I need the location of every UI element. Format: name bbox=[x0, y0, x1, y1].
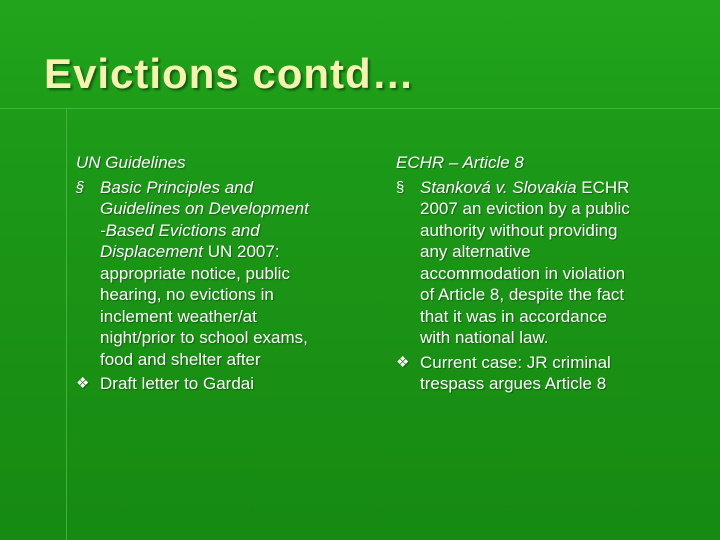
diamond-bullet-icon: ❖ bbox=[76, 375, 90, 392]
square-bullet-icon: § bbox=[396, 178, 405, 196]
text-line: night/prior to school exams, bbox=[100, 328, 308, 347]
right-column bbox=[396, 152, 696, 398]
text-line: authority without providing bbox=[420, 220, 618, 240]
text-line: inclement weather/at bbox=[100, 306, 257, 326]
right-bullet-item-1 bbox=[396, 177, 696, 349]
diamond-bullet-icon: ❖ bbox=[396, 353, 410, 371]
italic-text: Displacement bbox=[100, 242, 203, 261]
text-line: trespass argues Article 8 bbox=[420, 374, 607, 393]
right-heading: ECHR – Article 8 bbox=[396, 153, 524, 172]
text-line: that it was in accordance bbox=[420, 306, 608, 326]
text-line: accommodation in violation bbox=[420, 263, 626, 283]
text-line: -Based Evictions and bbox=[100, 220, 260, 240]
left-column bbox=[76, 152, 376, 398]
text-line: any alternative bbox=[420, 242, 531, 261]
text-line: Guidelines on Development bbox=[100, 199, 309, 218]
text-line bbox=[100, 241, 376, 263]
plain-text: ECHR bbox=[576, 177, 630, 197]
text-line: Current case: JR criminal bbox=[420, 352, 611, 372]
italic-text: Stanková v. Slovakia bbox=[420, 177, 577, 197]
text-line: hearing, no evictions in bbox=[100, 285, 274, 304]
left-heading: UN Guidelines bbox=[76, 153, 186, 172]
vertical-rule bbox=[66, 108, 67, 540]
horizontal-rule bbox=[0, 108, 720, 109]
text-line bbox=[420, 177, 696, 199]
text-line: appropriate notice, public bbox=[100, 263, 290, 283]
left-bullet-item-2 bbox=[76, 373, 376, 395]
text-line: food and shelter after bbox=[100, 349, 261, 369]
plain-text: UN 2007: bbox=[203, 242, 280, 261]
text-line: with national law. bbox=[420, 328, 549, 347]
slide-title: Evictions contd… bbox=[44, 50, 415, 97]
left-bullet-item-1 bbox=[76, 177, 376, 371]
text-line: of Article 8, despite the fact bbox=[420, 285, 625, 304]
text-line: Draft letter to Gardai bbox=[100, 374, 255, 393]
text-line: Basic Principles and bbox=[100, 177, 254, 197]
right-bullet-item-2 bbox=[396, 352, 696, 395]
square-bullet-icon: § bbox=[76, 178, 85, 196]
text-line: 2007 an eviction by a public bbox=[420, 199, 630, 218]
